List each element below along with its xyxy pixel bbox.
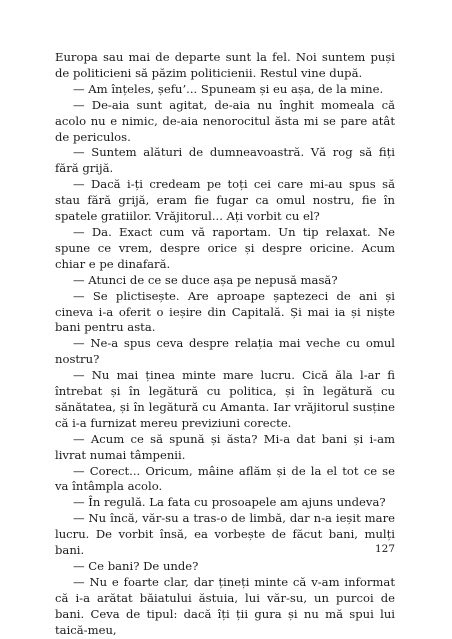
paragraph: — Da. Exact cum vă raportam. Un tip relaxat. Ne spune ce vrem, despre orice și despre oricine. Acum chiar e pe dinafară. <box>55 224 395 271</box>
paragraph: — Nu încă, văr-su a tras-o de limbă, dar n-a ieșit mare lucru. De vorbit însă, ea vorbește de făcut bani, mulți bani. <box>55 511 395 558</box>
paragraph: Europa sau mai de departe sunt la fel. Noi suntem puși de politicieni să păzim politicienii. Restul vine după. <box>55 50 395 80</box>
page-body <box>55 50 395 639</box>
paragraph: — Nu mai ținea minte mare lucru. Cică ăla l-ar fi întrebat și în legătură cu politica, și în legătură cu sănătatea, și în legătură cu Amanta. Iar vrăjitorul susține că i-a furnizat mereu previziuni corecte. <box>55 368 395 430</box>
paragraph: — De-aia sunt agitat, de-aia nu înghit momeala că acolo nu e nimic, de-aia nenorocitul ăsta mi se pare atât de periculos. <box>55 97 395 144</box>
paragraph: — Acum ce să spună și ăsta? Mi-a dat bani și i-am livrat numai tâmpenii. <box>55 431 395 462</box>
paragraph: — Dacă i-ți credeam pe toți cei care mi-au spus să stau fără grijă, eram fie fugar ca omul nostru, fie în spatele gratiilor. Vrăjitorul... Ați vorbit cu el? <box>55 177 395 224</box>
paragraph: — Am înțeles, șefu’... Spuneam și eu așa, de la mine. <box>73 81 384 96</box>
paragraph: — Atunci de ce se duce așa pe nepusă masă? <box>73 272 338 287</box>
paragraph: — Suntem alături de dumneavoastră. Vă rog să fiți fără grijă. <box>55 145 395 176</box>
paragraph: — Nu e foarte clar, dar țineți minte că v-am informat că i-a arătat băiatului ăstuia, lui văr-su, un purcoi de bani. Ceva de tipul: dacă îți ții gura și nu mă spui lui taică-meu, <box>55 574 395 637</box>
paragraph: — Corect... Oricum, mâine aflăm și de la el tot ce se va întâmpla acolo. <box>55 463 395 494</box>
paragraph: — Ce bani? De unde? <box>73 559 199 573</box>
paragraph: — Ne-a spus ceva despre relația mai veche cu omul nostru? <box>55 336 395 367</box>
paragraph: — În regulă. La fata cu prosoapele am ajuns undeva? <box>73 495 386 510</box>
page-number: 127 <box>374 543 395 555</box>
paragraph: — Se plictisește. Are aproape șaptezeci de ani și cineva i-a oferit o ieșire din Capitală. Și mai ia și niște bani pentru asta. <box>55 288 395 335</box>
